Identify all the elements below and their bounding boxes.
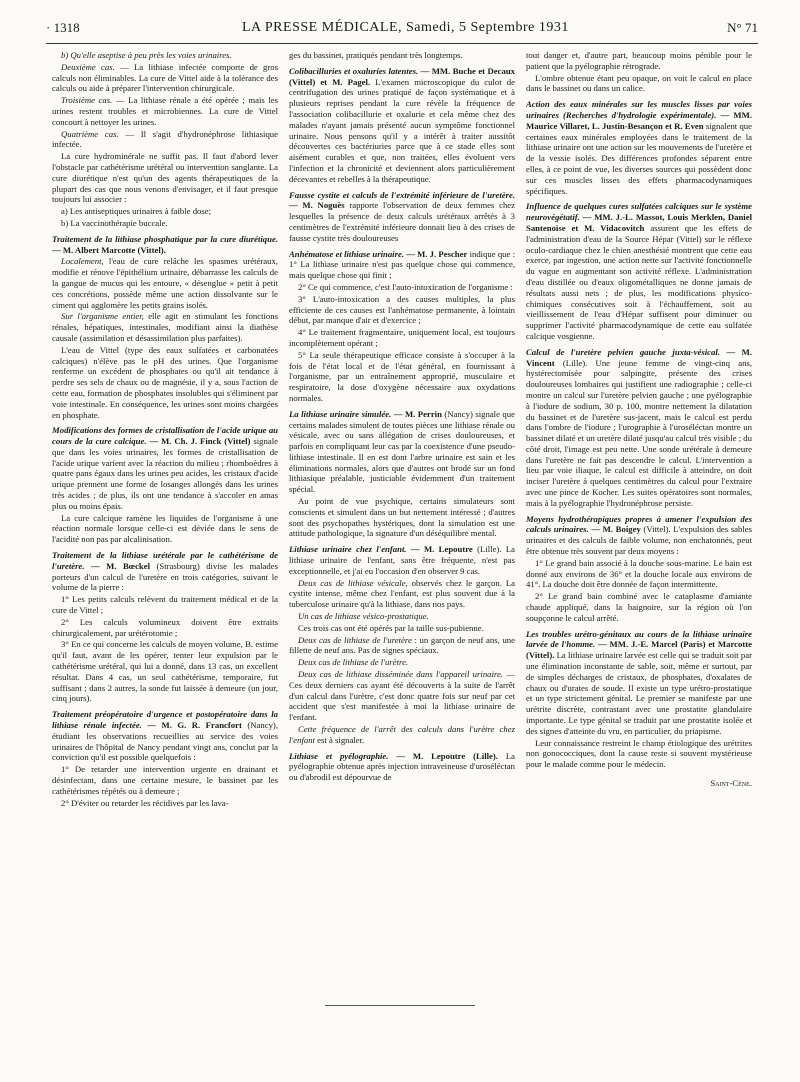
section-heading (52, 550, 278, 593)
paragraph-text: elle agit en stimulant les fonctions rénales, hépatiques, intestinales, modifiant ainsi la diathèse causale (assimilation et désassimilation plus parfaites). (52, 311, 278, 343)
paragraph-text: — La lithiase rénale a été opérée ; mais les urines restent troubles et microbiennes. La cure de Vittel concourt à nettoyer les urines. (52, 95, 278, 127)
section-heading (289, 544, 515, 576)
section-title: Fausse cystite et calculs de l'extrémité inférieure de l'uretère. (289, 189, 515, 200)
paragraph-text: indique que : 1° La lithiase urinaire n'est pas quelque chose qui commence, mais quelque chose qui finit ; (289, 248, 515, 281)
section-heading (526, 629, 752, 737)
paragraph-text: (Strasbourg) divise les malades porteurs d'un calcul de l'uretère en trois catégories, suivant le volume de la pierre : (52, 560, 278, 593)
section-author: — M. Vincent (526, 346, 752, 368)
paragraph: 2° D'éviter ou retarder les récidives par les lava- (61, 797, 229, 808)
paragraph-text: rapporte l'observation de deux femmes chez lesquelles la présence de deux calculs urétéraux arrêtés à 3 centimètres de l'extrémité inférieure donnait lieu à des crises de fausse cystite très douloureuses (289, 200, 515, 243)
paragraph (289, 669, 515, 723)
section-heading (289, 66, 515, 185)
section-title: Traitement de la lithiase urétérale par le cathétérisme de l'uretère. (52, 550, 278, 571)
paragraph-text: La lithiase urinaire larvée est celle qui se traduit soit par une élimination inconstante de sable, soit, même et surtout, par de simples décharges de cristaux, de phosphates, d'oxalates de chaux ou d'urates de soude. Il existe un type urétro-prostatique et un type strictement génital. Le premier se manifeste par une urétrite discrète, contrastant avec une prostatite glandulaire importante. Le type génital se traduit par une prostatite isolée et des signes d'atteinte du vru, en particulier, du priapisme. (526, 650, 752, 736)
lead-in: Localement, (61, 256, 104, 267)
section-heading (526, 201, 752, 341)
paragraph: La cure calcique ramène les liquides de l'organisme à une réaction normale lorsque celle-ci est déviée dans le sens de l'acidité non pas par alcalinisation. (52, 512, 278, 545)
paragraph: Leur connaissance restreint le champ étiologique des urétrites non gonococciques, dont la cause reste si souvent mystérieuse pour le malade comme pour le médecin. (526, 737, 752, 770)
section-heading (289, 409, 515, 495)
section-author: — M. Perrin (391, 408, 442, 419)
paragraph-text: l'eau de cure relâche les spasmes urétéraux, modifie et rénove l'épithélium urinaire, débarrasse les calculs de la gangue de mucus qui les entoure, « désenglue » petit à petit ces concrétions, possède même une action dissolvante sur le ciment qui agglomère les petits grains isolés. (52, 256, 278, 310)
section-heading (52, 425, 278, 511)
section-author: — M. Albert Marcotte (Vittel). (52, 244, 166, 255)
paragraph-text: — La lithiase infectée comporte de gros calculs non éliminables. La cure de Vittel aide à la tolérance des calculs ou aide à préparer l'intervention chirurgicale. (52, 61, 278, 94)
paragraph-text: b) Qu'elle aseptise à peu près les voies urinaires. (61, 50, 232, 60)
paragraph (52, 62, 278, 94)
paragraph (289, 657, 515, 668)
paragraph-text: — Ces deux derniers cas ayant été découverts à la suite de l'arrêt d'un calcul dans l'urètre, c'est donc quatre fois sur neuf par cet accident que s'est manifestée à moi la lithiase urinaire de l'enfant. (289, 669, 515, 723)
section-heading (52, 709, 278, 763)
paragraph: 5° La seule thérapeutique efficace consiste à s'occuper à la fois de l'état local et de l'état général, en fournissant à l'organisme, par un entraînement approprié, musculaire et respiratoire, la dose d'oxygène nécessaire aux oxydations normales. (289, 349, 515, 403)
paragraph: 2° Ce qui commence, c'est l'auto-intoxication de l'organisme : (298, 281, 513, 292)
paragraph: 4° Le traitement fragmentaire, uniquement local, est toujours incomplètement opérant ; (289, 327, 515, 348)
section-author: — M. G. R. Francfort (141, 720, 242, 731)
paragraph-text: assurent que les effets de l'administration d'eau de la Source Hépar (Vittel) sur le réflexe oculo-cardiaque chez le chien anesthésié montrent que cette eau exerce, par ingestion, une action nette sur l'activité fonctionnelle du vague en augmentant son activité réflexe. L'administration d'eau distillée ou d'eaux oligométalliques ne donne jamais de résultats aussi nets ; de plus, les modifications physico-chimiques consécutives soit à l'échauffement, soit au vieillissement de l'eau d'Hépar suffisent pour diminuer ou supprimer l'activité pharmacodynamique de cette eau sulfatée calcique vosgienne. (526, 222, 752, 341)
column-3 (526, 50, 752, 980)
paragraph (289, 635, 515, 657)
section-author: — M. Boigey (588, 524, 641, 535)
paragraph-text: (Vittel). L'expulsion des sables urinaires et des calculs de faible volume, non enchatonnés, peut être obtenue très souvent par deux moyens : (526, 524, 752, 557)
section-heading (526, 347, 752, 509)
footer-rule (325, 1005, 475, 1006)
paragraph: 1° Le grand bain associé à la douche sous-marine. Le bain est donné aux environs de 36° et la douche locale aux environs de 41°. La douche doit être donnée de façon intermittente. (526, 557, 752, 590)
lead-in: Deux cas de lithiase de l'urètre. (298, 657, 409, 668)
column-2 (289, 50, 515, 980)
paragraph: b) La vaccinothérapie buccale. (61, 217, 168, 228)
section-heading (526, 514, 752, 557)
paragraph (289, 611, 515, 622)
case-label: Quatrième cas. (61, 128, 119, 139)
page-number: · 1318 (46, 20, 80, 35)
paragraph: 2° Les calculs volumineux doivent être extraits chirurgicalement, par urétérotomie ; (52, 616, 278, 638)
paragraph (52, 50, 278, 61)
lead-in: Deux cas de lithiase disséminée dans l'appareil urinaire. (298, 669, 504, 680)
lead-in: Deux cas de lithiase vésicale, (298, 577, 408, 588)
paragraph: 2° Le grand bain combiné avec le cataplasme d'amiante chaude appliqué, dans la baignoire, sur la région où l'on soupçonne le calcul arrêté. (526, 591, 752, 623)
paragraph-text: La pyélographie obtenue après injection intraveineuse d'uroséléctan ou d'abrodil est dépourvue de (289, 750, 515, 783)
paragraph: 1° De retarder une intervention urgente en drainant et désinfectant, dans une certaine mesure, le bassinet par les cathétérismes répétés ou à demeure ; (52, 764, 278, 796)
paragraph: La cure hydrominérale ne suffit pas. Il faut d'abord lever l'obstacle par cathétérisme urétéral ou intervention sanglante. La cure diurétique n'est qu'un des agents thérapeutiques de la plupart des cas que nous venons d'envisager, et il faut presque toujours lui associer : (52, 151, 278, 205)
paragraph (52, 311, 278, 343)
section-author: — M. J. Pescher (404, 248, 468, 259)
paragraph-text: (Lille). Une jeune femme de vingt-cinq ans, hystérectomisée pour salpingite, présente des crises douloureuses lombaires qui justifient une radiographie ; celle-ci montre un calcul sur l'uretère pelvien gauche ; une pyélographie à l'iodure de sodium, 30 p. 100, montre nettement la dilatation du bassinet et de l'uretère sus-jacent, mais le calcul est perdu dans l'ombre de l'iodure ; l'urographie à l'uroséléctan montre un bassinet dilaté et un uretère dilaté jusqu'au calcul très visible ; du côté droit, l'image est peu nette. Une sonde urétérale à demeure dans l'uretère ne fait pas descendre le calcul. L'intervention a lieu par voie iliaque, le calcul est difficile à atteindre, on doit inciser l'uretère à quelques centimètres du calcul pour l'extraire avec une pince de Kocher. Les suites opératoires sont normales, mais à la pyélographie l'hydronéphrose persiste. (526, 357, 752, 508)
lead-in: Deux cas de lithiase de l'uretère (298, 634, 412, 645)
lead-in: Cette fréquence de l'arrêt des calculs dans l'urètre chez l'enfant (289, 724, 515, 745)
paragraph-text: signale que dans les voies urinaires, les formes de cristallisation de l'acide urique varient avec la réaction du milieu ; rhomboèdres à quatre pans égaux dans les urines peu acides, les cristaux d'acide urique prennent une forme de losanges allongés dans les urines très acides ; de plus, ils ont une tendance à s'accoler en amas plus ou moins épais. (52, 436, 278, 511)
paragraph-text: signalent que certaines eaux minérales employées dans le traitement de la lithiase urinaire ont une action sur les mouvements de l'uretère et de la vessie isolés. Des différences profondes séparent entre elles, à ce point de vue, les diverses sources qui possèdent donc sur ces muscles lisses des effets pharmacodynamiques spécifiques. (526, 120, 752, 196)
paragraph: Ces trois cas ont été opérés par la taille sus-pubienne. (298, 622, 484, 633)
case-label: Deuxième cas. (61, 61, 115, 72)
paragraph: ges du bassinet, pratiqués pendant très longtemps. (289, 50, 463, 60)
section-title: Calcul de l'uretère pelvien gauche juxta-vésical. (526, 346, 720, 357)
section-title: La lithiase urinaire simulée. (289, 408, 392, 419)
paragraph (52, 95, 278, 127)
issue-number: N° 71 (727, 20, 758, 35)
section-author: — M. Bœckel (84, 560, 151, 571)
section-heading (289, 751, 515, 783)
section-title: Les troubles urétro-génitaux au cours de la lithiase urinaire larvée de l'homme. (526, 628, 752, 650)
paragraph (52, 129, 278, 151)
section-author: — M. Lepoutre (Lille). (388, 750, 498, 761)
section-heading (289, 190, 515, 244)
paragraph-text: (Nancy) signale que certains malades simulent de toutes pièces une lithiase rénale ou vésicale, avec ou sans allégation de crises douloureuses, et parfois en compliquant leur cas par la coexistence d'une pseudo-lithiase intestinale. Il en est dont l'arbre urinaire est sain et les éliminations normales, alors que d'autres ont brodé sur un fond lithiasique préalable, justiciable évidemment d'un traitement spécial. (289, 408, 515, 495)
section-title: Action des eaux minérales sur les muscles lisses par voies urinaires (Recherches d'hydrologie expérimentale). (526, 99, 752, 120)
header-rule (46, 43, 758, 44)
section-title: Colibacilluries et oxaluries latentes. (289, 65, 419, 76)
paragraph-text: : un garçon de neuf ans, une fillette de neuf ans. Pas de signes spéciaux. (289, 634, 515, 656)
paragraph: L'eau de Vittel (type des eaux sulfatées et carbonatées calciques) n'élève pas le pH des urines. Que l'organisme renferme un excédent de phosphates ou qu'il ait tendance à perdre ses sels de chaux ou de magnésie, il y a, sous l'action de cette eau, formation de phosphates insolubles qui s'éliminent par voie intestinale. En conséquence, les urines sont moins chargées en phosphate. (52, 344, 278, 420)
section-title: Modifications des formes de cristallisation de l'acide urique au cours de la cure calcique. (52, 425, 278, 447)
paragraph-text: L'examen microscopique du culot de centrifugation des urines pratiqué de façon systématique et à plusieurs reprises pendant la cure révèle la fréquence de l'association colibacillurie et oxalurie et cela même chez des malades n'ayant jamais présenté aucun symptôme fonctionnel urinaire. Nous pensons qu'il y a intérêt à traiter aussitôt découvertes ces bactériuries parce que à ce stade elles sont aisément curables et que, non traitées, elles évoluent vers l'infection et la chronicité et deviennent alors particulièrement décevantes et rebelles à la thérapeutique. (289, 76, 515, 184)
page-header (46, 20, 758, 42)
paragraph: Au point de vue psychique, certains simulateurs sont conscients et simulent dans un but nettement intéressé ; d'autres sont des psychopathes hystériques, dont la simulation est une attitude pathologique, la signature d'un déséquilibre mental. (289, 496, 515, 539)
section-title: Moyens hydrothérapiques propres à amener l'expulsion des calculs urinaires. (526, 513, 752, 535)
journal-title: LA PRESSE MÉDICALE, Samedi, 5 Septembre 1931 (242, 20, 569, 35)
paragraph: a) Les antiseptiques urinaires à faible dose; (61, 206, 212, 217)
section-author: — MM. J.-L. Massot, Louis Merklen, Daniel Santenoise et M. Vidacovitch (526, 212, 752, 233)
section-heading (289, 249, 515, 281)
paragraph-text: (Lille). La lithiase urinaire de l'enfant, sans être fréquente, n'est pas exceptionnelle, et j'ai eu l'occasion d'en observer 9 cas. (289, 544, 515, 576)
section-author: — MM. Buche et Decaux (Vittel) et M. Pagel. (289, 65, 515, 87)
case-label: Troisième cas. (61, 95, 113, 106)
paragraph (289, 578, 515, 610)
section-heading (526, 99, 752, 196)
section-title: Traitement de la lithiase phosphatique par la cure diurétique. (52, 233, 278, 244)
lead-in: Sur l'organisme entier, (61, 311, 144, 322)
section-author: — MM. Maurice Villaret, L. Justin-Besançon et R. Even (526, 109, 752, 131)
column-1 (52, 50, 278, 980)
section-author: — M. Lepoutre (406, 544, 473, 555)
paragraph (289, 724, 515, 746)
section-title: Influence de quelques cures sulfatées calciques sur le système neurovégétatif. (526, 201, 752, 223)
section-title: Traitement préopératoire d'urgence et postopératoire dans la lithiase rénale infectée. (52, 709, 278, 731)
paragraph-text: observés chez le garçon. La cystite intense, même chez l'enfant, est plus souvent due à la tuberculose urinaire qu'à la lithiase, dans nos pays. (289, 577, 515, 610)
section-title: Lithiase et pyélographie. (289, 750, 389, 761)
paragraph-text: — Il s'agit d'hydronéphrose lithiasique infectée. (52, 128, 278, 150)
section-author: — MM. J.-E. Marcel (Paris) et Marcotte (Vittel). (526, 639, 752, 661)
section-title: Anhématose et lithiase urinaire. (289, 248, 404, 259)
paragraph (52, 256, 278, 310)
paragraph: 1° Les petits calculs relèvent du traitement médical et de la cure de Vittel ; (52, 594, 278, 616)
lead-in: Un cas de lithiase vésico-prostatique. (298, 611, 429, 622)
section-title: Lithiase urinaire chez l'enfant. (289, 544, 407, 555)
paragraph-text: est à signaler. (315, 734, 365, 745)
section-author: — M. Ch. J. Finck (Vittel) (146, 436, 251, 447)
paragraph: 3° En ce qui concerne les calculs de moyen volume, B. estime qu'il faut, avant de les opérer, tenter leur expulsion par le cathétérisme urétéral, qui lui a donné, dans 13 cas, un excellent résultat. Dans 4 cas, un seul cathétérisme, temporaire, fut suffisant ; dans 2 autres, la sonde fut laissée à demeure (un jour, cinq jours). (52, 639, 278, 704)
paragraph-text: (Nancy), étudiant les observations recueillies au service des voies urinaires de l'hôpital de Nancy pendant vingt ans, conclut par la conviction qu'il est possible quelquefois : (52, 720, 278, 763)
section-heading (52, 234, 278, 256)
paragraph: L'ombre obtenue étant peu opaque, on voit le calcul en place dans le bassinet ou dans un calice. (526, 72, 752, 94)
signature: Saint-Cène. (710, 778, 752, 788)
paragraph: tout danger et, d'autre part, beaucoup moins pénible pour le patient que la pyélographie rétrograde. (526, 50, 752, 71)
section-author: — M. Noguès (289, 200, 345, 211)
paragraph: 3° L'auto-intoxication a des causes multiples, la plus efficiente de ces causes est l'anhématose permanente, à lointain début, par manque d'air et d'exercice ; (289, 293, 515, 326)
